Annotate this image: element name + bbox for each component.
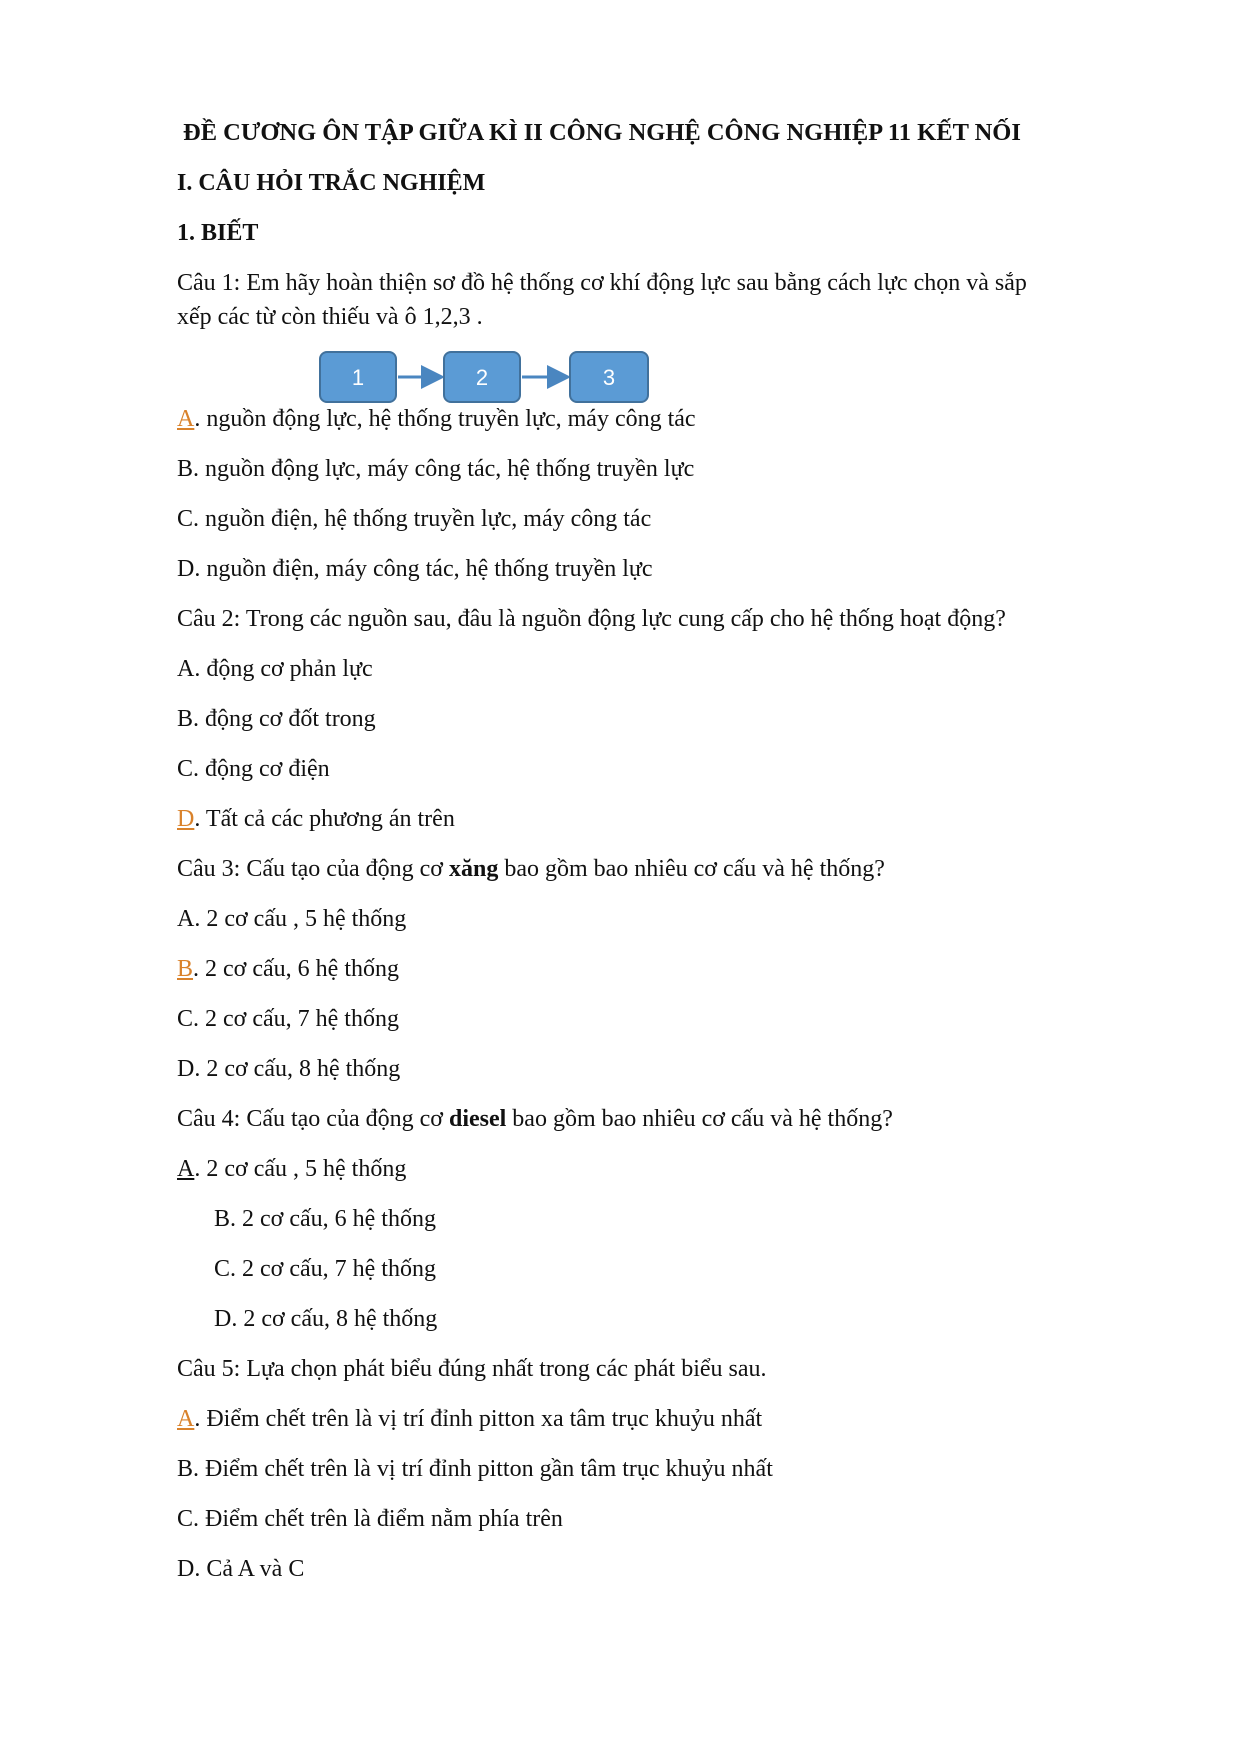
q5-option-a: A. Điểm chết trên là vị trí đỉnh pitton xa tâm trục khuỷu nhất: [177, 1406, 763, 1432]
flow-box-1-label: 1: [351, 365, 365, 390]
q1-stem-line1: Câu 1: Em hãy hoàn thiện sơ đồ hệ thống cơ khí động lực sau bằng cách lực chọn và sắp: [177, 270, 1027, 296]
q5-option-c: C. Điểm chết trên là điểm nằm phía trên: [177, 1506, 563, 1532]
q3-option-c: C. 2 cơ cấu, 7 hệ thống: [177, 1006, 399, 1032]
q3-option-d: D. 2 cơ cấu, 8 hệ thống: [177, 1056, 401, 1082]
q1-option-d: D. nguồn điện, máy công tác, hệ thống truyền lực: [177, 556, 653, 582]
q2-answer-key: D: [177, 806, 195, 832]
q2-option-b: B. động cơ đốt trong: [177, 706, 376, 732]
q4-option-d: D. 2 cơ cấu, 8 hệ thống: [214, 1306, 438, 1332]
q2-option-c: C. động cơ điện: [177, 756, 330, 782]
q4-option-b: B. 2 cơ cấu, 6 hệ thống: [214, 1206, 436, 1232]
q4-option-a: A. 2 cơ cấu , 5 hệ thống: [177, 1156, 407, 1182]
q5-option-b: B. Điểm chết trên là vị trí đỉnh pitton gần tâm trục khuỷu nhất: [177, 1456, 773, 1482]
flow-box-3-label: 3: [602, 365, 616, 390]
q1-option-a: A. nguồn động lực, hệ thống truyền lực, máy công tác: [177, 406, 696, 432]
q2-option-a: A. động cơ phản lực: [177, 656, 373, 682]
flow-box-2-label: 2: [475, 365, 489, 390]
q5-answer-key: A: [177, 1406, 195, 1432]
document-title: ĐỀ CƯƠNG ÔN TẬP GIỮA KÌ II CÔNG NGHỆ CÔNG NGHIỆP 11 KẾT NỐI: [183, 119, 1021, 146]
flow-diagram: [318, 350, 658, 408]
q5-stem: Câu 5: Lựa chọn phát biểu đúng nhất trong các phát biểu sau.: [177, 1356, 767, 1382]
section-heading: I. CÂU HỎI TRẮC NGHIỆM: [177, 170, 486, 196]
q4-option-c: C. 2 cơ cấu, 7 hệ thống: [214, 1256, 436, 1282]
q1-option-b: B. nguồn động lực, máy công tác, hệ thống truyền lực: [177, 456, 695, 482]
q3-answer-key: B: [177, 956, 194, 982]
q3-option-b: B. 2 cơ cấu, 6 hệ thống: [177, 956, 399, 982]
q3-stem: Câu 3: Cấu tạo của động cơ xăng bao gồm bao nhiêu cơ cấu và hệ thống?: [177, 856, 885, 882]
q5-option-d: D. Cả A và C: [177, 1556, 305, 1582]
q4-stem: Câu 4: Cấu tạo của động cơ diesel bao gồm bao nhiêu cơ cấu và hệ thống?: [177, 1106, 893, 1132]
q1-option-c: C. nguồn điện, hệ thống truyền lực, máy công tác: [177, 506, 652, 532]
q2-option-d: D. Tất cả các phương án trên: [177, 806, 455, 832]
q1-answer-key: A: [177, 406, 195, 432]
q4-answer-key: A: [177, 1156, 195, 1182]
subsection-heading: 1. BIẾT: [177, 220, 259, 246]
q2-stem: Câu 2: Trong các nguồn sau, đâu là nguồn động lực cung cấp cho hệ thống hoạt động?: [177, 606, 1006, 632]
q1-stem-line2: xếp các từ còn thiếu và ô 1,2,3 .: [177, 304, 483, 330]
q3-option-a: A. 2 cơ cấu , 5 hệ thống: [177, 906, 407, 932]
